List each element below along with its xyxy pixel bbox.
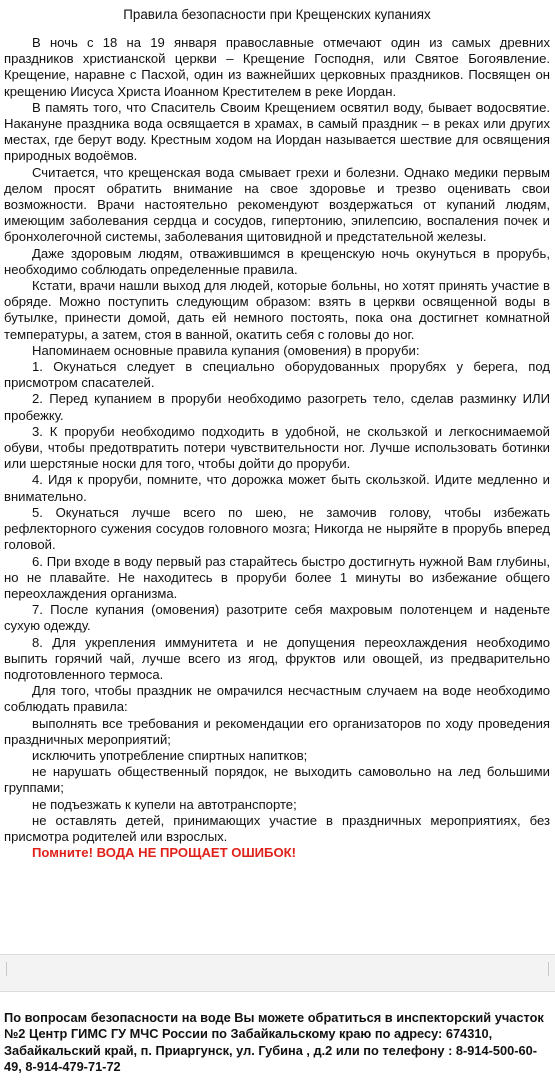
holiday-rule-item: исключить употребление спиртных напитков; xyxy=(32,747,308,763)
page-edge-top xyxy=(0,954,555,955)
rule-item: 1. Окунаться следует в специально оборудованных прорубях у берега, под присмотром спасателей. xyxy=(4,359,550,391)
rule-item: 3. К проруби необходимо подходить в удобной, не скользкой и легкоснимаемой обуви, чтобы предотвратить потери чувствительности ног. Лучше использовать ботинки или шерстяные носки для того, чтобы дойти до проруби. xyxy=(4,423,550,472)
rule-item: 2. Перед купанием в проруби необходимо разогреть тело, сделав разминку ИЛИ пробежку. xyxy=(4,391,550,423)
page-mark-right xyxy=(548,962,549,976)
contact-footer: По вопросам безопасности на воде Вы можете обратиться в инспекторский участок №2 Центр ГИМС ГУ МЧС России по Забайкальскому краю по адресу: 674310, Забайкальский край, п. Приаргунск, ул. Губина , д.2 или по телефону : 8-914-500-60-49, 8-914-479-71-72 xyxy=(4,1010,544,1075)
intro-paragraph-1: В ночь с 18 на 19 января православные отмечают один из самых древних праздников христианской церкви – Крещение Господня, или Святое Богоявление. Крещение, наравне с Пасхой, один из важнейших церковных праздников. Посвящен он крещению Иисуса Христа Иоанном Крестителем в реке Иордан. xyxy=(4,35,550,99)
page-mark-left xyxy=(6,962,7,976)
holiday-rule-item: не нарушать общественный порядок, не выходить самовольно на лед большими группами; xyxy=(4,764,550,796)
holiday-rule-item: не оставлять детей, принимающих участие в праздничных мероприятиях, без присмотра родителей или взрослых. xyxy=(4,812,550,844)
holiday-rule-item: не подъезжать к купели на автотранспорте; xyxy=(32,796,297,812)
warning-text: Помните! ВОДА НЕ ПРОЩАЕТ ОШИБОК! xyxy=(32,845,296,861)
holiday-rules-list xyxy=(4,716,550,846)
rules-list xyxy=(4,359,550,683)
page-edge-bottom xyxy=(0,991,555,992)
rule-item: 8. Для укрепления иммунитета и не допущения переохлаждения необходимо выпить горячий чай, лучше всего из ягод, фруктов или овощей, из предварительно подготовленного термоса. xyxy=(4,634,550,682)
holiday-rules-heading: Для того, чтобы праздник не омрачился несчастным случаем на воде необходимо соблюдать правила: xyxy=(4,683,550,715)
rules-heading: Напоминаем основные правила купания (омовения) в проруби: xyxy=(32,342,420,358)
intro-paragraph-5: Кстати, врачи нашли выход для людей, которые больны, но хотят принять участие в обряде. Можно поступить следующим образом: взять в церкви освященной воды в бутылке, принести домой, дать ей немного постоять, пока она достигнет комнатной температуры, а затем, стоя в ванной, окатить себя с головы до ног. xyxy=(4,278,550,342)
intro-paragraph-4: Даже здоровым людям, отважившимся в крещенскую ночь окунуться в прорубь, необходимо соблюдать определенные правила. xyxy=(4,245,550,277)
rule-item: 5. Окунаться лучше всего по шею, не замочив голову, чтобы избежать рефлекторного сужения сосудов головного мозга; Никогда не ныряйте в прорубь вперед головой. xyxy=(4,504,550,553)
rule-item: 4. Идя к проруби, помните, что дорожка может быть скользкой. Идите медленно и внимательно. xyxy=(4,472,550,504)
intro-paragraph-3: Считается, что крещенская вода смывает грехи и болезни. Однако медики первым делом просят обратить внимание на свое здоровье и трезво оценивать свои возможности. Врачи настоятельно рекомендуют воздержаться от купаний людям, имеющим заболевания сердца и сосудов, гипертонию, эпилепсию, воспаления почек и бронхолегочной системы, заболевания щитовидной и предстательной железы. xyxy=(4,164,550,245)
rule-item: 7. После купания (омовения) разотрите себя махровым полотенцем и наденьте сухую одежду. xyxy=(4,602,550,634)
holiday-rule-item: выполнять все требования и рекомендации его организаторов по ходу проведения праздничных мероприятий; xyxy=(4,715,550,747)
document-title: Правила безопасности при Крещенских купаниях xyxy=(123,7,431,22)
intro-paragraph-2: В память того, что Спаситель Своим Крещением освятил воду, бывает водосвятие. Накануне праздника вода освящается в храмах, в самый праздник – в реках или других местах, где берут воду. Крестным ходом на Иордан называется шествие для освящения природных водоёмов. xyxy=(4,99,550,164)
rule-item: 6. При входе в воду первый раз старайтесь быстро достигнуть нужной Вам глубины, но не плавайте. Не находитесь в проруби более 1 минуты во избежание общего переохлаждения организма. xyxy=(4,553,550,601)
page-separator xyxy=(0,954,555,992)
